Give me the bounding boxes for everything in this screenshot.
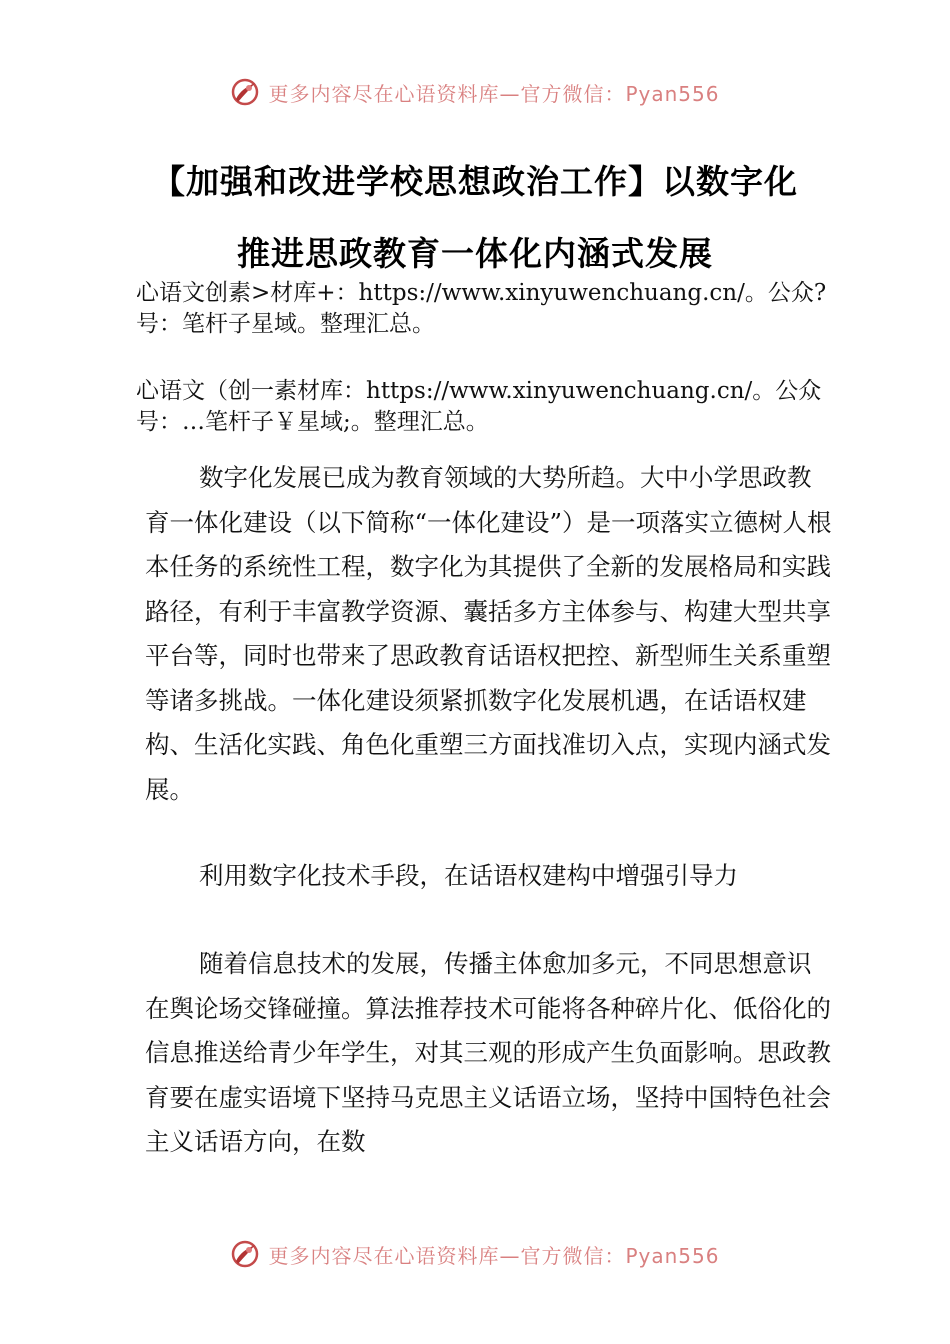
section-heading: 利用数字化技术手段，在话语权建构中增强引导力 xyxy=(199,861,738,890)
source-note-2: 心语文（创一素材库：https://www.xinyuwenchuang.cn/。公众号：…笔杆子￥星域;。整理汇总。 xyxy=(136,378,822,435)
title-line-1: 【加强和改进学校思想政治工作】以数字化 xyxy=(152,162,798,201)
watermark-text: 更多内容尽在心语资料库—官方微信：Pyan556 xyxy=(268,1243,720,1268)
header-watermark xyxy=(0,72,950,112)
watermark-text: 更多内容尽在心语资料库—官方微信：Pyan556 xyxy=(268,81,720,106)
paragraph-body: 随着信息技术的发展，传播主体愈加多元，不同思想意识在舆论场交锋碰撞。算法推荐技术可能将各种碎片化、低俗化的信息推送给青少年学生，对其三观的形成产生负面影响。思政教育要在虚实语境下坚持马克思主义话语立场，坚持中国特色社会主义话语方向，在数 xyxy=(145,949,831,1156)
title-line-2: 推进思政教育一体化内涵式发展 xyxy=(237,234,713,273)
paragraph-intro: 数字化发展已成为教育领域的大势所趋。大中小学思政教育一体化建设（以下简称“一体化建设”）是一项落实立德树人根本任务的系统性工程，数字化为其提供了全新的发展格局和实践路径，有利于丰富教学资源、囊括多方主体参与、构建大型共享平台等，同时也带来了思政教育话语权把控、新型师生关系重塑等诸多挑战。一体化建设须紧抓数字化发展机遇，在话语权建构、生活化实践、角色化重塑三方面找准切入点，实现内涵式发展。 xyxy=(145,463,832,804)
footer-watermark xyxy=(0,1234,950,1274)
source-note-1: 心语文创素>材库+：https://www.xinyuwenchuang.cn/。公众?号：笔杆子星域。整理汇总。 xyxy=(136,280,827,337)
brush-logo-icon xyxy=(230,1239,260,1269)
brush-logo-icon xyxy=(230,77,260,107)
